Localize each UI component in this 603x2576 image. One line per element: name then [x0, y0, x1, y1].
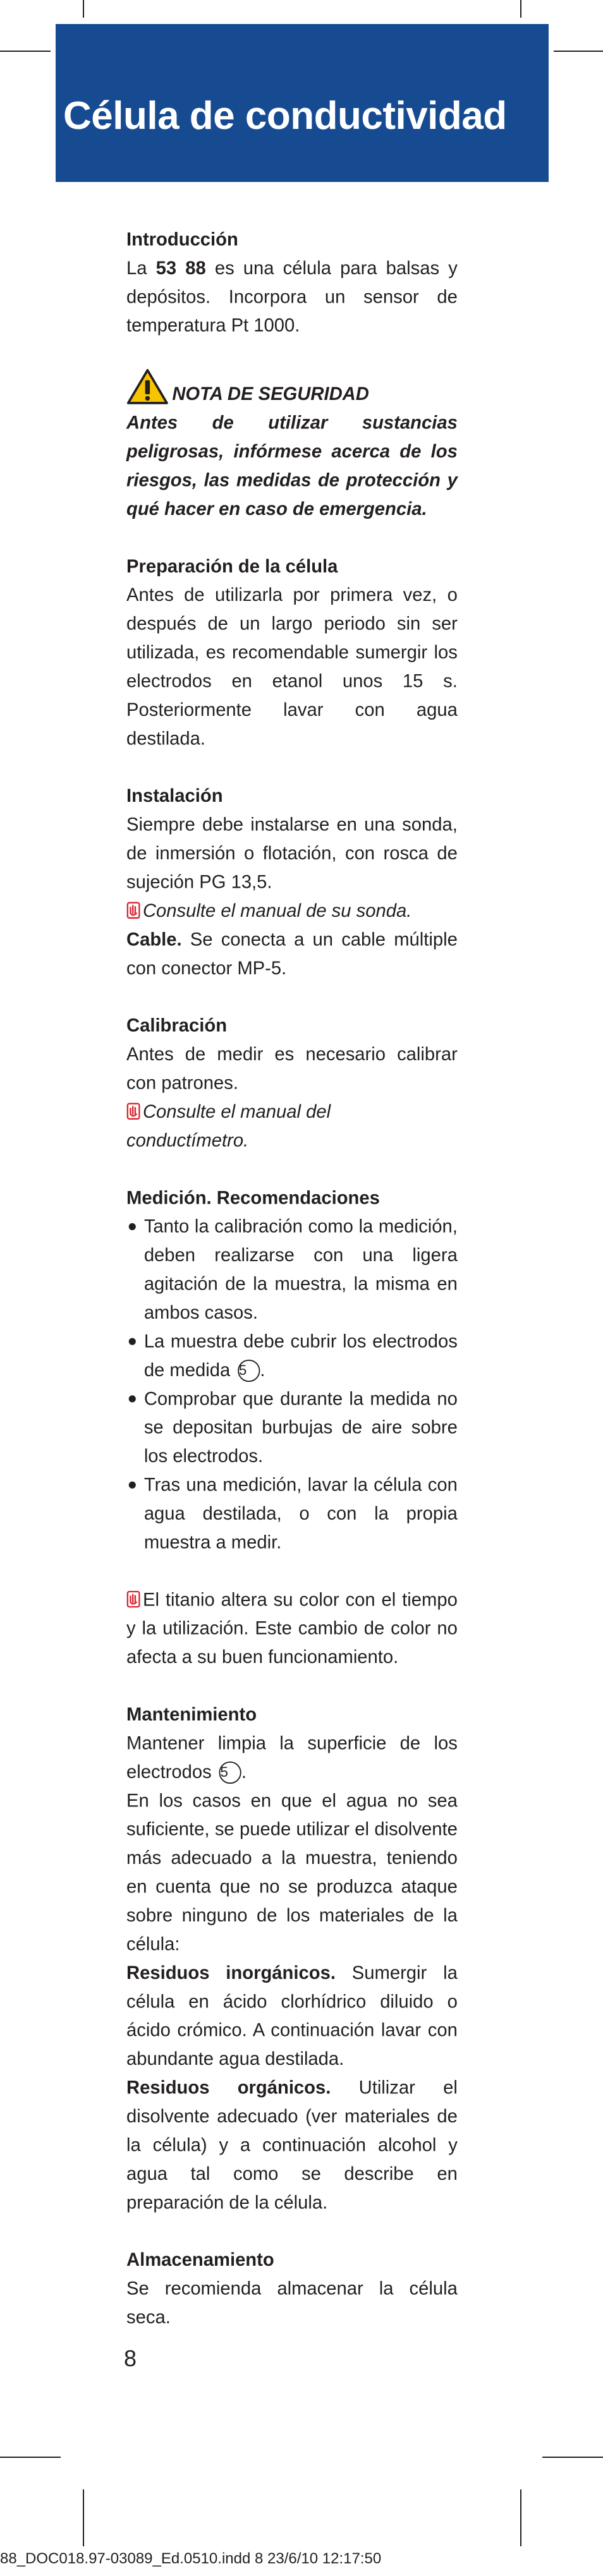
list-item: [126, 1327, 458, 1384]
crop-mark: [542, 2457, 603, 2458]
crop-mark: [520, 0, 521, 18]
measurement-title: Medición. Recomendaciones: [126, 1187, 380, 1208]
safety-section: [126, 368, 458, 523]
crop-mark: [83, 2489, 84, 2546]
pointing-hand-icon: [126, 1103, 140, 1120]
intro-text-post: es una célula para balsas y depósitos. Incorpora un sensor de temperatura Pt 1000.: [126, 257, 458, 336]
maintenance-title: Mantenimiento: [126, 1703, 257, 1725]
list-item: Tras una medición, lavar la célula con agua destilada, o con la propia muestra a medir.: [126, 1470, 458, 1556]
crop-mark: [554, 51, 603, 52]
list-item-suffix: .: [260, 1358, 265, 1381]
page-number: 8: [124, 2345, 137, 2371]
cable-desc: Se conecta a un cable múltiple con conector MP-5.: [126, 928, 458, 979]
inorganic-text: [126, 1958, 458, 2073]
installation-note-text: Consulte el manual de su sonda.: [142, 900, 412, 921]
installation-section: [126, 782, 458, 983]
maintenance-section: [126, 1700, 458, 2217]
cable-label: Cable.: [126, 928, 182, 950]
maintenance-text1-suffix: .: [241, 1760, 247, 1782]
storage-title: Almacenamiento: [126, 2249, 274, 2270]
measurement-section: [126, 1183, 458, 1557]
content-column: [126, 225, 458, 2331]
list-item: Tanto la calibración como la medición, deben realizarse con una ligera agitación de la muestra, la misma en ambos casos.: [126, 1212, 458, 1327]
intro-title: Introducción: [126, 228, 238, 250]
organic-desc: Utilizar el disolvente adecuado (ver materiales de la célula) y a continuación alcohol y agua tal como se describe en preparación de la célula.: [126, 2076, 458, 2213]
crop-mark: [83, 0, 84, 18]
page-title: Célula de conductividad: [63, 94, 507, 138]
inorganic-desc: Sumergir la célula en ácido clorhídrico diluido o ácido crómico. A continuación lavar con abundante agua destilada.: [126, 1961, 458, 2069]
titanium-note-section: [126, 1585, 458, 1671]
print-slug: 88_DOC018.97-03089_Ed.0510.indd 8 23/6/10 12:17:50: [0, 2550, 382, 2567]
pointing-hand-icon: [126, 1590, 140, 1608]
titanium-note-text: El titanio altera su color con el tiempo y la utilización. Este cambio de color no afecta a su buen funcionamiento.: [126, 1588, 458, 1667]
safety-text: Antes de utilizar sustancias peligrosas, infórmese acerca de los riesgos, las medidas de protección y qué hacer en caso de emergencia.: [126, 411, 458, 519]
calibration-note: [126, 1098, 458, 1155]
storage-text: Se recomienda almacenar la célula seca.: [126, 2277, 458, 2328]
list-item: Comprobar que durante la medida no se depositan burbujas de aire sobre los electrodos.: [126, 1384, 458, 1470]
installation-text: Siempre debe instalarse en una sonda, de inmersión o flotación, con rosca de sujeción PG 13,5.: [126, 813, 458, 893]
calibration-title: Calibración: [126, 1014, 228, 1036]
crop-mark: [0, 2457, 61, 2458]
crop-mark: [0, 51, 51, 52]
maintenance-text1-body: Mantener limpia la superficie de los electrodos: [126, 1732, 458, 1782]
measurement-list: [126, 1212, 458, 1556]
inorganic-label: Residuos inorgánicos.: [126, 1961, 336, 1983]
calibration-note-text: Consulte el manual del conductímetro.: [126, 1101, 331, 1151]
intro-text: [126, 253, 458, 339]
crop-mark: [520, 2489, 521, 2546]
calibration-section: [126, 1011, 458, 1154]
cable-text: [126, 925, 458, 983]
reference-number-badge: 5: [238, 1360, 260, 1382]
list-item-text: La muestra debe cubrir los electrodos de medida: [143, 1330, 458, 1381]
storage-section: [126, 2246, 458, 2331]
calibration-text: Antes de medir es necesario calibrar con patrones.: [126, 1043, 458, 1094]
safety-title-line: [126, 368, 458, 408]
intro-text-pre: La: [126, 257, 156, 279]
warning-triangle-icon: [126, 368, 169, 404]
preparation-title: Preparación de la célula: [126, 555, 338, 577]
safety-title: NOTA DE SEGURIDAD: [172, 383, 369, 404]
pointing-hand-icon: [126, 902, 140, 919]
maintenance-text1: [126, 1729, 458, 1786]
titanium-note: [126, 1585, 458, 1671]
installation-title: Instalación: [126, 785, 223, 806]
reference-number-badge: 5: [219, 1762, 241, 1784]
organic-label: Residuos orgánicos.: [126, 2076, 331, 2098]
maintenance-text2: En los casos en que el agua no sea suficiente, se puede utilizar el disolvente más adecuado a la muestra, teniendo en cuenta que no se produzca ataque sobre ninguno de los materiales de la célula:: [126, 1789, 458, 1954]
intro-section: [126, 225, 458, 340]
preparation-section: [126, 552, 458, 753]
installation-note: [126, 897, 458, 925]
preparation-text: Antes de utilizarla por primera vez, o después de un largo periodo sin ser utilizada, es recomendable sumergir los electrodos en etanol unos 15 s. Posteriormente lavar con agua destilada.: [126, 584, 458, 749]
model-number: 53 88: [155, 257, 206, 279]
organic-text: [126, 2073, 458, 2216]
